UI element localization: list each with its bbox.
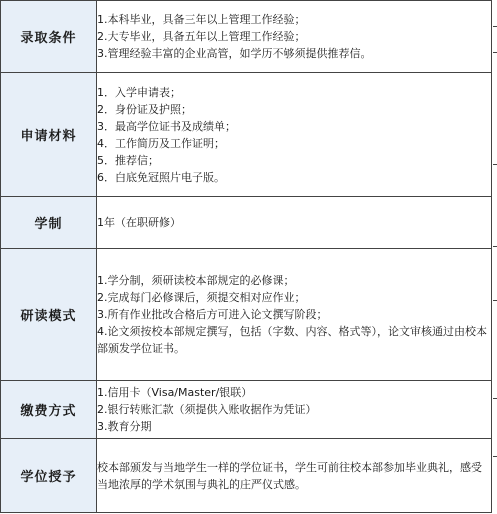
row-label-degree: 学位授予	[1, 439, 97, 513]
gridline-stub	[493, 300, 497, 301]
row-content-materials	[97, 73, 492, 197]
table-row	[1, 439, 492, 513]
row-content-admission	[97, 1, 492, 73]
list-item: 1.信用卡（Visa/Master/银联）	[97, 386, 253, 399]
list-item: 3.教育分期	[97, 420, 152, 433]
row-content-payment	[97, 381, 492, 439]
list-item: 1.学分制，须研读校本部规定的必修课；	[97, 274, 295, 287]
list-item: 1.本科毕业，具备三年以上管理工作经验；	[97, 13, 306, 26]
list-item: 1年（在职研修）	[97, 216, 181, 229]
list-item: 3.所有作业批改合格后方可进入论文撰写阶段；	[97, 308, 328, 321]
row-label-materials: 申请材料	[1, 73, 97, 197]
list-item: 2.大专毕业，具备五年以上管理工作经验；	[97, 30, 306, 43]
list-item: 3.管理经验丰富的企业高管，如学历不够须提供推荐信。	[97, 47, 372, 60]
gridline-stub	[493, 246, 497, 247]
list-item: 3．最高学位证书及成绩单；	[97, 119, 236, 133]
table-row	[1, 73, 492, 197]
list-item: 1．入学申请表；	[97, 85, 181, 99]
list-item: 4．工作简历及工作证明；	[97, 136, 225, 150]
table-row	[1, 1, 492, 73]
row-label-duration: 学制	[1, 197, 97, 249]
list-item: 6．白底免冠照片电子版。	[97, 170, 225, 184]
list-item: 2.银行转账汇款（须提供入账收据作为凭证）	[97, 403, 317, 416]
gridline-stub	[493, 52, 497, 53]
list-item: 2．身份证及护照；	[97, 102, 192, 116]
row-content-duration	[97, 197, 492, 249]
list-item: 4.论文须按校本部规定撰写，包括（字数、内容、格式等），论文审核通过由校本部颁发学位证书。	[97, 325, 487, 355]
list-item: 5．推荐信；	[97, 153, 159, 167]
table-row	[1, 381, 492, 439]
gridline-stub	[493, 26, 497, 27]
list-item: 2.完成每门必修课后，须提交相对应作业；	[97, 291, 306, 304]
row-label-study-mode: 研读模式	[1, 249, 97, 381]
list-item: 校本部颁发与当地学生一样的学位证书，学生可前往校本部参加毕业典礼，感受当地浓厚的学术氛围与典礼的庄严仪式感。	[97, 460, 482, 491]
gridline-stub	[493, 398, 497, 399]
gridline-stub	[493, 164, 497, 165]
row-content-study-mode	[97, 249, 492, 381]
row-label-admission: 录取条件	[1, 1, 97, 73]
row-label-payment: 缴费方式	[1, 381, 97, 439]
table-row	[1, 249, 492, 381]
table-row	[1, 197, 492, 249]
gridline-stub	[493, 456, 497, 457]
row-content-degree	[97, 439, 492, 513]
